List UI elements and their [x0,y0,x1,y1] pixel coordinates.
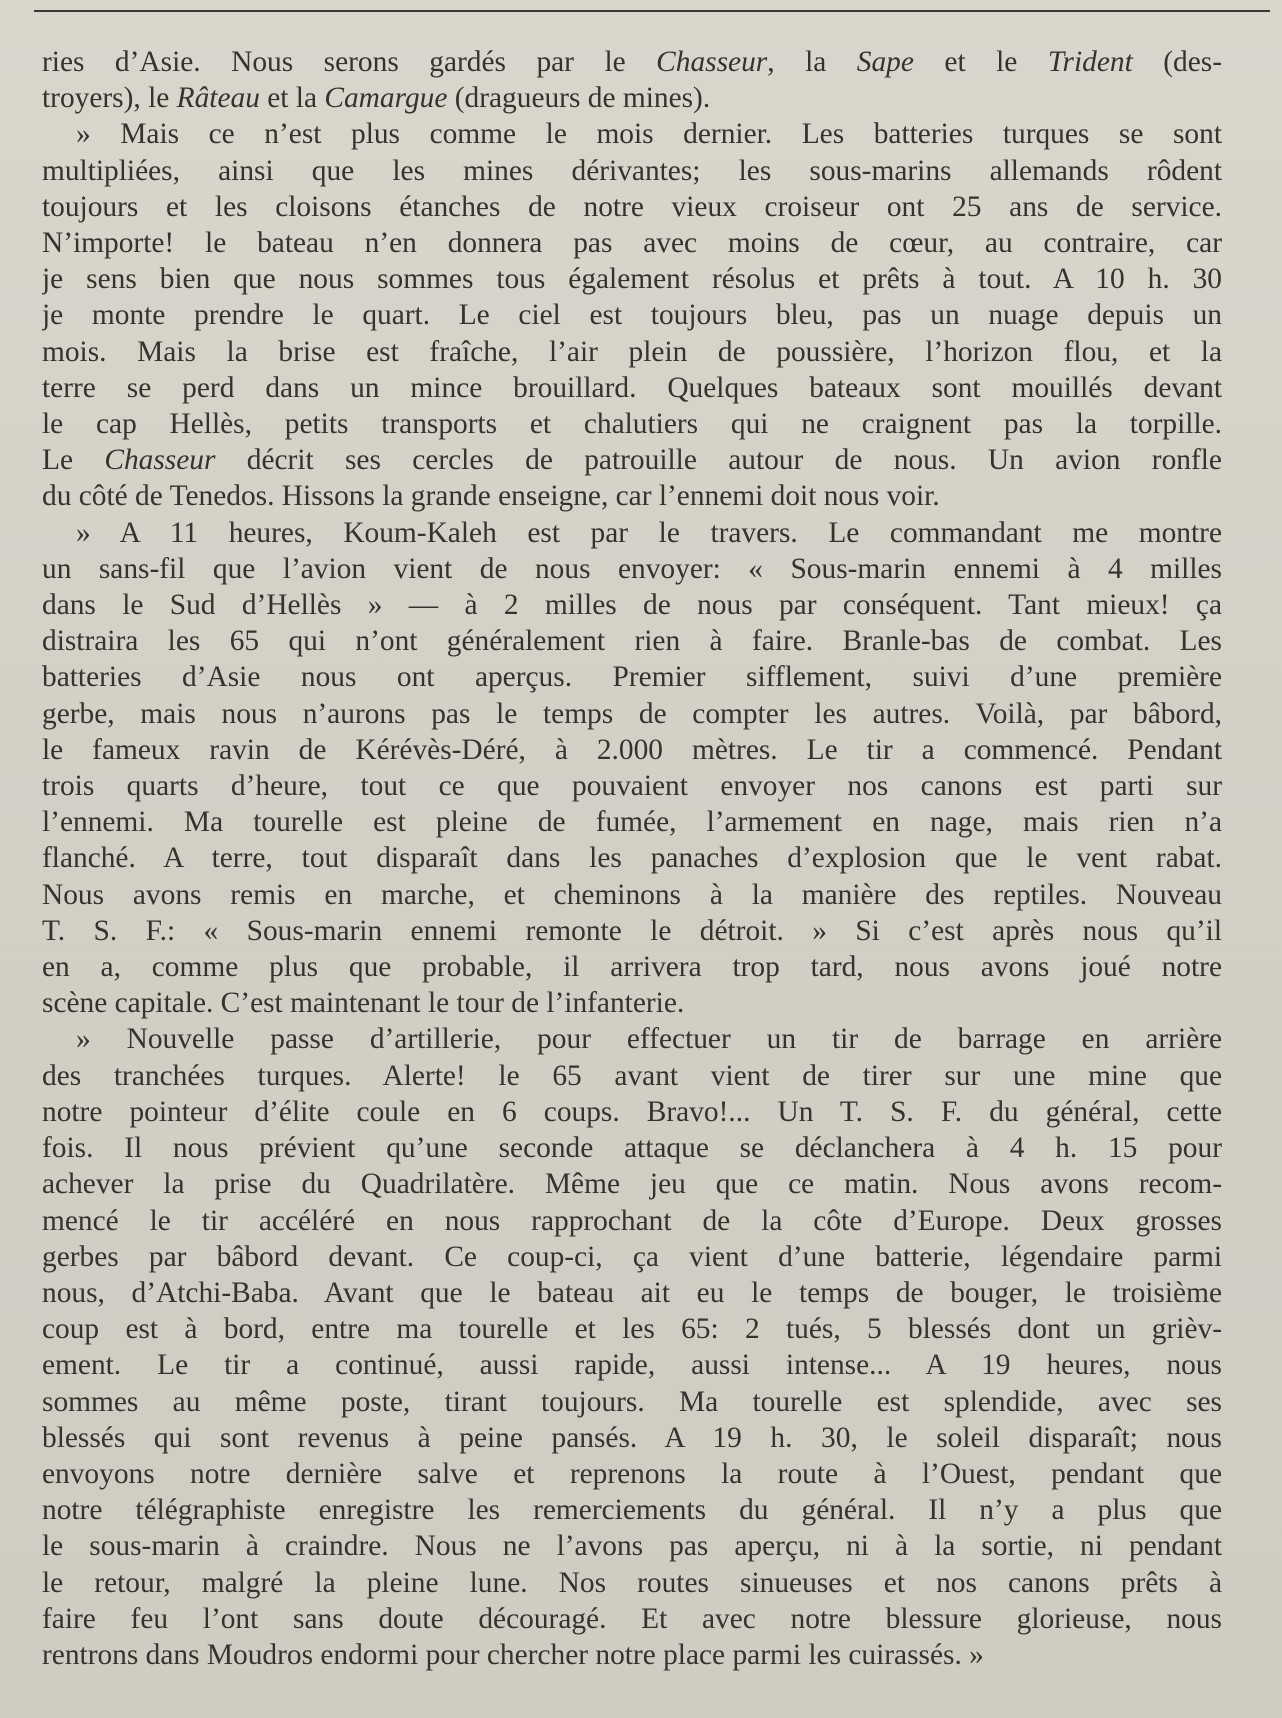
text-line: le fameux ravin de Kérévès-Déré, à 2.000 mètres. Le tir a commencé. Pendant [42,733,1222,766]
ship-name: Camargue [324,82,448,115]
text-line: trois quarts d’heure, tout ce que pouvaient envoyer nos canons est parti sur [42,770,1222,803]
text-line: achever la prise du Quadrilatère. Même jeu que ce matin. Nous avons recom- [42,1168,1222,1201]
text-line: gerbes par bâbord devant. Ce coup-ci, ça vient d’une batterie, légendaire parmi [42,1240,1222,1273]
article-body [42,44,1222,1673]
text-line: du côté de Tenedos. Hissons la grande enseigne, car l’ennemi doit nous voir. [42,480,940,513]
ship-name: Chasseur [656,46,768,78]
text-line: » Nouvelle passe d’artillerie, pour effectuer un tir de barrage en arrière [76,1023,1222,1056]
text-line: batteries d’Asie nous ont aperçus. Premier sifflement, suivi d’une première [42,661,1222,694]
text-line: sommes au même poste, tirant toujours. Ma tourelle est splendide, avec ses [42,1385,1222,1418]
text-line: notre télégraphiste enregistre les remerciements du général. Il n’y a plus que [42,1494,1222,1527]
text-line: distraira les 65 qui n’ont généralement rien à faire. Branle-bas de combat. Les [42,625,1222,658]
text-line: un sans-fil que l’avion vient de nous envoyer: « Sous-marin ennemi à 4 milles [42,552,1222,585]
ship-name: Chasseur [104,444,216,477]
paragraph [42,116,1222,514]
text-line: Nous avons remis en marche, et cheminons à la manière des reptiles. Nouveau [42,878,1222,911]
text-line: mois. Mais la brise est fraîche, l’air plein de poussière, l’horizon flou, et la [42,335,1222,368]
text-line: dans le Sud d’Hellès » — à 2 milles de nous par conséquent. Tant mieux! ça [42,589,1222,622]
text-line: coup est à bord, entre ma tourelle et les 65: 2 tués, 5 blessés dont un grièv- [42,1313,1222,1346]
paragraph [42,515,1222,1022]
text-line: fois. Il nous prévient qu’une seconde attaque se déclanchera à 4 h. 15 pour [42,1132,1222,1165]
text-line: le sous-marin à craindre. Nous ne l’avons pas aperçu, ni à la sortie, ni pendant [42,1530,1222,1563]
text-line: T. S. F.: « Sous-marin ennemi remonte le détroit. » Si c’est après nous qu’il [42,914,1222,947]
ship-name: Râteau [176,82,260,115]
text-line: scène capitale. C’est maintenant le tour de l’infanterie. [42,987,685,1020]
text-line: ement. Le tir a continué, aussi rapide, aussi intense... A 19 heures, nous [42,1349,1222,1382]
text-line: toujours et les cloisons étanches de notre vieux croiseur ont 25 ans de service. [42,190,1222,223]
ship-name: Sape [856,46,914,78]
text-line: faire feu l’ont sans doute découragé. Et avec notre blessure glorieuse, nous [42,1602,1222,1635]
ship-name: Trident [1047,46,1133,78]
text-line: rentrons dans Moudros endormi pour chercher notre place parmi les cuirassés. » [42,1638,984,1671]
text-line: terre se perd dans un mince brouillard. Quelques bateaux sont mouillés devant [42,371,1222,404]
text-line: » Mais ce n’est plus comme le mois dernier. Les batteries turques se sont [76,118,1222,151]
paragraph [42,1021,1222,1673]
text-line: mencé le tir accéléré en nous rapprochant de la côte d’Europe. Deux grosses [42,1204,1222,1237]
text-line: je monte prendre le quart. Le ciel est toujours bleu, pas un nuage depuis un [42,299,1222,332]
text-line: envoyons notre dernière salve et reprenons la route à l’Ouest, pendant que [42,1457,1222,1490]
text-line: des tranchées turques. Alerte! le 65 avant vient de tirer sur une mine que [42,1059,1222,1092]
text-line: multipliées, ainsi que les mines dérivantes; les sous-marins allemands rôdent [42,154,1222,187]
text-line: je sens bien que nous sommes tous également résolus et prêts à tout. A 10 h. 30 [42,263,1222,296]
text-line: ries d’Asie. Nous serons gardés par le Chasseur, la Sape et le Trident (des- [42,46,1222,78]
text-line: blessés qui sont revenus à peine pansés. A 19 h. 30, le soleil disparaît; nous [42,1421,1222,1454]
text-line: l’ennemi. Ma tourelle est pleine de fumée, l’armement en nage, mais rien n’a [42,806,1222,839]
text-line: notre pointeur d’élite coule en 6 coups. Bravo!... Un T. S. F. du général, cette [42,1095,1222,1128]
text-line: le retour, malgré la pleine lune. Nos routes sinueuses et nos canons prêts à [42,1566,1222,1599]
text-line: nous, d’Atchi-Baba. Avant que le bateau ait eu le temps de bouger, le troisième [42,1276,1222,1309]
text-line: » A 11 heures, Koum-Kaleh est par le travers. Le commandant me montre [76,516,1222,549]
top-rule [34,10,1270,12]
text-line: N’importe! le bateau n’en donnera pas avec moins de cœur, au contraire, car [42,227,1222,260]
text-line: troyers), le Râteau et la Camargue (dragueurs de mines). [42,82,711,115]
text-line: flanché. A terre, tout disparaît dans les panaches d’explosion que le vent rabat. [42,842,1222,875]
text-line: le cap Hellès, petits transports et chalutiers qui ne craignent pas la torpille. [42,408,1222,441]
paragraph [42,44,1222,116]
text-line: en a, comme plus que probable, il arrivera trop tard, nous avons joué notre [42,951,1222,984]
text-line: Le Chasseur décrit ses cercles de patrouille autour de nous. Un avion ronfle [42,444,1222,477]
text-line: gerbe, mais nous n’aurons pas le temps de compter les autres. Voilà, par bâbord, [42,697,1222,730]
